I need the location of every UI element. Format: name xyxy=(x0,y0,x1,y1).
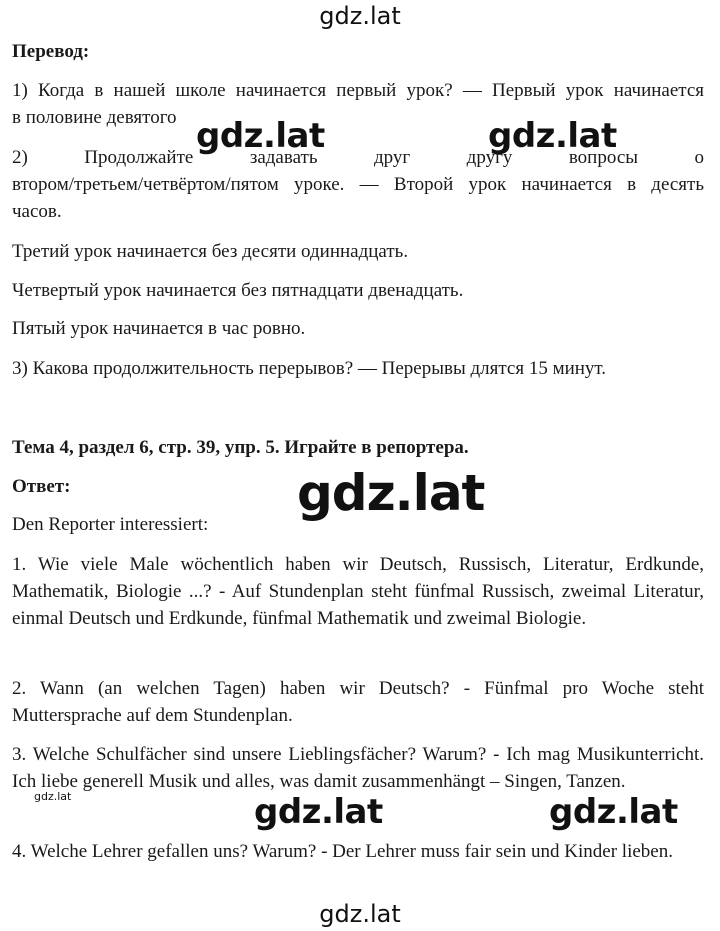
watermark-row2-right: gdz.lat xyxy=(549,792,678,832)
translation-paragraph-4: Четвертый урок начинается без пятнадцати двенадцать. xyxy=(12,280,464,301)
paragraph-line: втором/третьем/четвёртом/пятом уроке. — Второй урок начинается в десять xyxy=(12,174,704,195)
watermark-top: gdz.lat xyxy=(319,2,401,30)
watermark-center: gdz.lat xyxy=(297,464,485,522)
translation-paragraph-2 xyxy=(12,144,704,225)
answer-item-1: 1. Wie viele Male wöchentlich haben wir Deutsch, Russisch, Literatur, Erdkunde, Mathematik, Biologie ...? - Auf Stundenplan steht fünfmal Russisch, zweimal Literatur, einmal Deutsch und Erdkunde, fünfmal Mathematik und zweimal Biologie. xyxy=(12,554,704,629)
answer-label: Ответ: xyxy=(12,476,71,497)
watermark-row1-left: gdz.lat xyxy=(196,116,325,156)
answer-item-3: 3. Welche Schulfächer sind unsere Lieblingsfächer? Warum? - Ich mag Musikunterricht. Ich liebe generell Musik und alles, was damit zusammenhängt – Singen, Tanzen. xyxy=(12,744,704,792)
paragraph-line: в половине девятого xyxy=(12,107,177,128)
paragraph-line: часов. xyxy=(12,201,62,222)
watermark-small: gdz.lat xyxy=(34,790,72,803)
answer-intro: Den Reporter interessiert: xyxy=(12,514,209,535)
paragraph-line: 2) Продолжайте задавать друг другу вопросы о xyxy=(12,147,704,168)
translation-paragraph-3: Третий урок начинается без десяти одиннадцать. xyxy=(12,241,409,262)
translation-paragraph-5: Пятый урок начинается в час ровно. xyxy=(12,318,306,339)
answer-item-4: 4. Welche Lehrer gefallen uns? Warum? - Der Lehrer muss fair sein und Kinder lieben. xyxy=(12,841,673,862)
task-heading: Тема 4, раздел 6, стр. 39, упр. 5. Играйте в репортера. xyxy=(12,437,469,458)
paragraph-line: 1) Когда в нашей школе начинается первый урок? — Первый урок начинается xyxy=(12,80,704,101)
answer-item-2: 2. Wann (an welchen Tagen) haben wir Deutsch? - Fünfmal pro Woche steht Muttersprache auf dem Stundenplan. xyxy=(12,678,704,726)
watermark-row2-left: gdz.lat xyxy=(254,792,383,832)
translation-paragraph-6: 3) Какова продолжительность перерывов? — Перерывы длятся 15 минут. xyxy=(12,358,607,379)
translation-heading: Перевод: xyxy=(12,41,90,62)
watermark-row1-right: gdz.lat xyxy=(488,116,617,156)
watermark-bottom: gdz.lat xyxy=(319,900,401,928)
